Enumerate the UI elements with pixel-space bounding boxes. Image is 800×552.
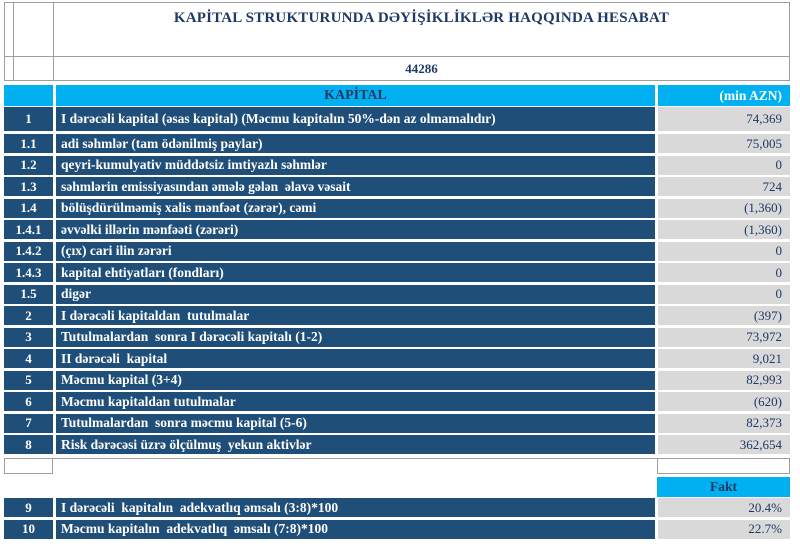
grid-cell-number-col [14,3,54,56]
row-label: Məcmu kapitalın adekvatlıq əmsalı (7:8)*100 [56,520,655,539]
fakt-header-cell: Fakt [657,477,790,497]
row-value: 724 [658,177,790,196]
row-value: (1,360) [658,220,790,239]
row-value: 0 [658,263,790,282]
row-label: Məcmu kapital (3+4) [56,371,655,390]
capital-table-body [4,107,790,457]
row-label: Tutulmalardan sonra məcmu kapital (5-6) [56,414,655,433]
row-number: 5 [4,371,53,390]
row-label: kapital ehtiyatları (fondları) [56,263,655,282]
adequacy-ratio-rows [4,498,790,541]
row-value: 73,972 [658,328,790,347]
table-row [4,392,790,411]
row-label: səhmlərin emissiyasından əmələ gələn əlavə vəsait [56,177,655,196]
row-number: 1.1 [4,134,53,153]
row-value: 362,654 [658,435,790,454]
row-number: 1.5 [4,285,53,304]
date-serial-row [4,57,790,81]
row-label: adi səhmlər (tam ödənilmiş paylar) [56,134,655,153]
report-title: KAPİTAL STRUKTURUNDA DƏYİŞİKLİKLƏR HAQQINDA HESABAT [173,10,670,26]
row-label: Tutulmalardan sonra I dərəcəli kapitalı (1-2) [56,328,655,347]
table-row [4,328,790,347]
row-number: 1.4.2 [4,242,53,261]
grid-cell-number-col [14,57,54,80]
row-number: 1.4.3 [4,263,53,282]
row-number: 1.4 [4,199,53,218]
header-kapital-cell: KAPİTAL [56,85,655,106]
header-number-cell [4,85,53,106]
row-number: 6 [4,392,53,411]
header-unit-cell: (min AZN) [658,85,790,106]
row-number: 9 [4,498,53,517]
row-number: 1.2 [4,156,53,175]
row-label: I dərəcəli kapital (əsas kapital) (Məcmu kapitalın 50%-dən az olmamalıdır) [56,107,655,131]
row-number: 4 [4,349,53,368]
row-number: 1 [4,107,53,131]
row-value: 22.7% [658,520,790,539]
table-header-row [4,85,790,106]
row-number: 10 [4,520,53,539]
row-value: 20.4% [658,498,790,517]
row-number: 3 [4,328,53,347]
row-value: (1,360) [658,199,790,218]
table-row [4,177,790,196]
row-number: 2 [4,306,53,325]
date-serial-value: 44286 [405,60,438,76]
row-label: Risk dərəcəsi üzrə ölçülmuş yekun aktivlər [56,435,655,454]
table-row [4,349,790,368]
row-value: 75,005 [658,134,790,153]
row-number: 1.3 [4,177,53,196]
grid-cell-narrow [5,3,14,56]
row-label: qeyri-kumulyativ müddətsiz imtiyazlı səhmlər [56,156,655,175]
table-row [4,306,790,325]
table-row [4,242,790,261]
table-row [4,220,790,239]
grid-cell-narrow [5,57,14,80]
table-row [4,435,790,454]
row-label: I dərəcəli kapitaldan tutulmalar [56,306,655,325]
row-value: (620) [658,392,790,411]
table-row [4,134,790,153]
table-row [4,263,790,282]
row-label: Məcmu kapitaldan tutulmalar [56,392,655,411]
row-value: 9,021 [658,349,790,368]
row-number: 7 [4,414,53,433]
row-value: 82,373 [658,414,790,433]
table-row [4,520,790,539]
row-value: 0 [658,242,790,261]
table-row [4,107,790,131]
table-row [4,285,790,304]
row-number: 1.4.1 [4,220,53,239]
row-value: 74,369 [658,107,790,131]
row-label: əvvəlki illərin mənfəəti (zərəri) [56,220,655,239]
row-label: I dərəcəli kapitalın adekvatlıq əmsalı (3:8)*100 [56,498,655,517]
table-row [4,371,790,390]
empty-grid-cell-left [4,458,53,474]
row-number: 8 [4,435,53,454]
row-value: 82,993 [658,371,790,390]
row-value: 0 [658,285,790,304]
row-label: bölüşdürülməmiş xalis mənfəət (zərər), cəmi [56,199,655,218]
empty-grid-cell-right [657,458,790,474]
table-row [4,498,790,517]
table-row [4,199,790,218]
table-row [4,156,790,175]
row-label: digər [56,285,655,304]
row-value: (397) [658,306,790,325]
table-row [4,414,790,433]
row-value: 0 [658,156,790,175]
report-title-row [4,2,790,57]
row-label: (çıx) cari ilin zərəri [56,242,655,261]
row-label: II dərəcəli kapital [56,349,655,368]
